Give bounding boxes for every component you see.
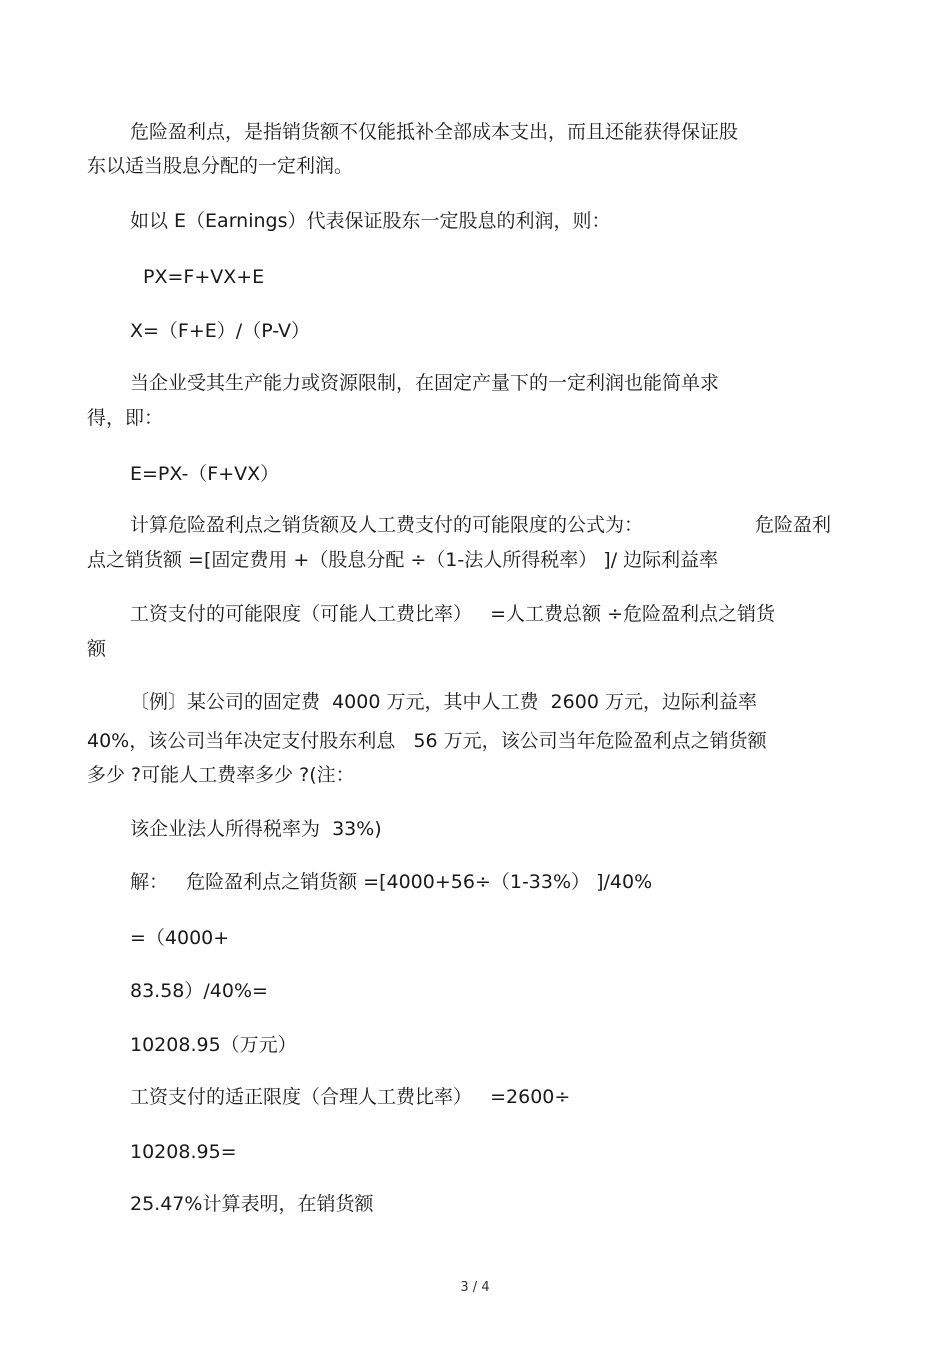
solution-line: 解： 危险盈利点之销货额 =[4000+56÷（1-33%） ]/40% <box>130 871 653 893</box>
text-line: 额 <box>87 638 107 660</box>
text-line: 计算危险盈利点之销货额及人工费支付的可能限度的公式为： <box>130 514 644 536</box>
text-line: 危险盈利 <box>755 514 832 536</box>
solution-line: 10208.95= <box>130 1141 237 1163</box>
formula-line: PX=F+VX+E <box>143 266 265 288</box>
solution-line: =（4000+ <box>130 927 230 949</box>
formula-line: E=PX-（F+VX） <box>130 463 280 485</box>
text-line: 当企业受其生产能力或资源限制，在固定产量下的一定利润也能简单求 <box>130 372 720 394</box>
solution-line: 25.47%计算表明，在销货额 <box>130 1193 374 1215</box>
formula-line: 工资支付的可能限度（可能人工费比率） =人工费总额 ÷危险盈利点之销货 <box>130 603 775 625</box>
page-number: 3 / 4 <box>460 1280 490 1295</box>
example-line: 该企业法人所得税率为 33%) <box>130 818 382 840</box>
example-line: 〔例〕某公司的固定费 4000 万元，其中人工费 2600 万元，边际利益率 <box>130 691 757 713</box>
text-line: 东以适当股息分配的一定利润。 <box>87 155 354 177</box>
formula-line: X=（F+E）/（P-V） <box>130 320 310 342</box>
solution-line: 83.58）/40%= <box>130 980 268 1002</box>
text-line: 得，即： <box>87 407 164 429</box>
formula-line: 点之销货额 =[固定费用 +（股息分配 ÷（1-法人所得税率） ]/ 边际利益率 <box>87 549 719 571</box>
solution-line: 工资支付的适正限度（合理人工费比率） =2600÷ <box>130 1086 571 1108</box>
example-line: 40%，该公司当年决定支付股东利息 56 万元，该公司当年危险盈利点之销货额 <box>87 730 767 752</box>
example-line: 多少 ?可能人工费率多少 ?(注： <box>87 764 355 786</box>
text-line: 如以 E（Earnings）代表保证股东一定股息的利润，则： <box>130 210 611 232</box>
text-line: 危险盈利点，是指销货额不仅能抵补全部成本支出，而且还能获得保证股 <box>130 121 739 143</box>
solution-line: 10208.95（万元） <box>130 1034 297 1056</box>
